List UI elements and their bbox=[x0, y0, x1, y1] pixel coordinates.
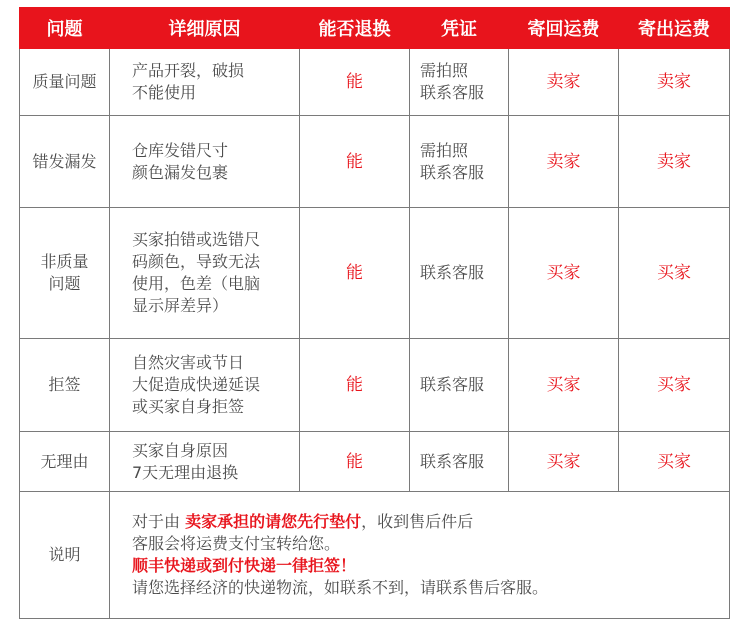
reason-cell: 自然灾害或节日 大促造成快递延误 或买家自身拒签 bbox=[110, 339, 300, 432]
can-return-cell: 能 bbox=[300, 49, 410, 116]
header-send-fee: 寄出运费 bbox=[619, 8, 730, 49]
problem-cell: 错发漏发 bbox=[20, 116, 110, 208]
table-row bbox=[20, 49, 730, 116]
header-can-return: 能否退换 bbox=[300, 8, 410, 49]
can-return-cell: 能 bbox=[300, 432, 410, 492]
proof-cell: 需拍照 联系客服 bbox=[410, 49, 509, 116]
note-highlight: 卖家承担的请您先行垫付 bbox=[185, 512, 362, 531]
table-row bbox=[20, 208, 730, 339]
return-fee-cell: 卖家 bbox=[509, 116, 619, 208]
return-fee-cell: 买家 bbox=[509, 432, 619, 492]
send-fee-cell: 买家 bbox=[619, 432, 730, 492]
return-fee-cell: 卖家 bbox=[509, 49, 619, 116]
proof-cell: 联系客服 bbox=[410, 432, 509, 492]
can-return-cell: 能 bbox=[300, 208, 410, 339]
reason-cell: 仓库发错尺寸 颜色漏发包裹 bbox=[110, 116, 300, 208]
note-label: 说明 bbox=[20, 492, 110, 619]
table-row bbox=[20, 432, 730, 492]
send-fee-cell: 买家 bbox=[619, 208, 730, 339]
header-proof: 凭证 bbox=[410, 8, 509, 49]
send-fee-cell: 卖家 bbox=[619, 49, 730, 116]
return-fee-cell: 买家 bbox=[509, 208, 619, 339]
send-fee-cell: 买家 bbox=[619, 339, 730, 432]
reason-cell: 买家自身原因 7天无理由退换 bbox=[110, 432, 300, 492]
send-fee-cell: 卖家 bbox=[619, 116, 730, 208]
reason-cell: 产品开裂，破损 不能使用 bbox=[110, 49, 300, 116]
proof-cell: 需拍照 联系客服 bbox=[410, 116, 509, 208]
return-fee-cell: 买家 bbox=[509, 339, 619, 432]
header-reason: 详细原因 bbox=[110, 8, 300, 49]
after-sales-policy-table bbox=[19, 7, 730, 619]
note-text bbox=[110, 492, 730, 619]
problem-cell: 非质量 问题 bbox=[20, 208, 110, 339]
table-row bbox=[20, 339, 730, 432]
header-return-fee: 寄回运费 bbox=[509, 8, 619, 49]
can-return-cell: 能 bbox=[300, 116, 410, 208]
proof-cell: 联系客服 bbox=[410, 339, 509, 432]
proof-cell: 联系客服 bbox=[410, 208, 509, 339]
header-row bbox=[20, 8, 730, 49]
note-row bbox=[20, 492, 730, 619]
problem-cell: 无理由 bbox=[20, 432, 110, 492]
note-line-4: 请您选择经济的快递物流，如联系不到，请联系售后客服。 bbox=[132, 578, 549, 597]
note-line-1: 对于由 卖家承担的请您先行垫付，收到售后件后 bbox=[132, 512, 474, 531]
can-return-cell: 能 bbox=[300, 339, 410, 432]
note-warning: 顺丰快递或到付快递一律拒签！ bbox=[132, 556, 357, 575]
problem-cell: 拒签 bbox=[20, 339, 110, 432]
header-problem: 问题 bbox=[20, 8, 110, 49]
table-row bbox=[20, 116, 730, 208]
note-line-2: 客服会将运费支付宝转给您。 bbox=[132, 534, 341, 553]
problem-cell: 质量问题 bbox=[20, 49, 110, 116]
reason-cell: 买家拍错或选错尺 码颜色，导致无法 使用，色差（电脑 显示屏差异） bbox=[110, 208, 300, 339]
